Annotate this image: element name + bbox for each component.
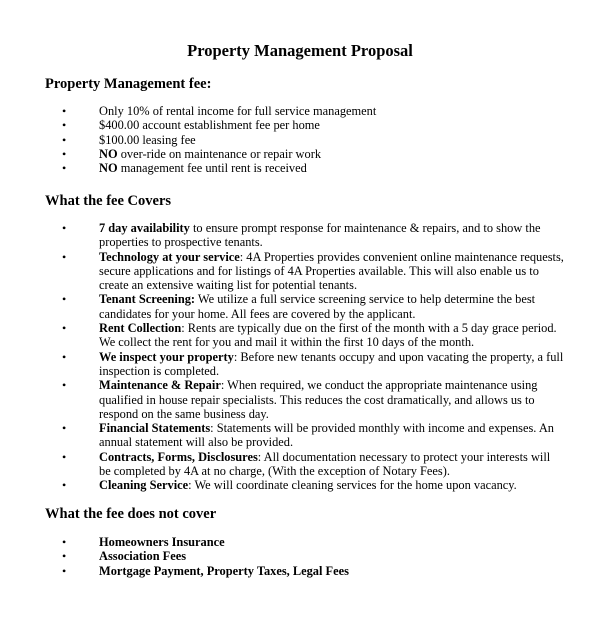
- item-bold: NO: [99, 161, 118, 176]
- item-bold: Association Fees: [99, 549, 187, 564]
- item-text: : Statements will be provided monthly with income and expenses. An annual statement will also be provided.: [99, 421, 554, 450]
- item-text: : Rents are typically due on the first of the month with a 5 day grace period. We collect the rent for you and mail it within the first 10 days of the month.: [99, 321, 557, 350]
- list-item: [0, 478, 600, 492]
- list-item: [0, 421, 600, 450]
- list-item: [0, 133, 600, 147]
- bullet-icon: •: [62, 221, 67, 235]
- item-text: : Before new tenants occupy and upon vacating the property, a full inspection is completed.: [99, 349, 564, 378]
- bullet-icon: •: [62, 563, 67, 578]
- item-bold: NO: [99, 146, 118, 161]
- item-text: $100.00 leasing fee: [99, 132, 196, 147]
- list-item: [0, 321, 600, 350]
- not-covered-list: [0, 535, 600, 578]
- item-bold: Homeowners Insurance: [99, 535, 225, 549]
- item-bold: Maintenance & Repair: [99, 378, 221, 393]
- item-text: : All documentation necessary to protect your interests will be completed by 4A at no charge, (With the exception of Notary Fees).: [99, 449, 551, 479]
- item-text: management fee until rent is received: [117, 161, 307, 176]
- item-bold: Rent Collection: [99, 321, 182, 336]
- list-item: [0, 549, 600, 563]
- document-title: Property Management Proposal: [187, 41, 413, 60]
- bullet-icon: •: [62, 146, 67, 161]
- section-heading-not-cover: What the fee does not cover: [45, 506, 217, 522]
- item-text: to ensure prompt response for maintenance & repairs, and to show the properties to prospective tenants.: [99, 221, 541, 250]
- bullet-icon: •: [62, 104, 67, 118]
- bullet-icon: •: [62, 349, 67, 364]
- list-item: [0, 564, 600, 578]
- item-text: over-ride on maintenance or repair work: [117, 146, 322, 161]
- item-text: $400.00 account establishment fee per home: [99, 118, 320, 133]
- bullet-icon: •: [62, 478, 67, 493]
- bullet-icon: •: [62, 161, 67, 176]
- bullet-icon: •: [62, 549, 67, 564]
- list-item: [0, 378, 600, 421]
- item-bold: Contracts, Forms, Disclosures: [99, 449, 258, 464]
- list-item: [0, 147, 600, 161]
- item-text: We utilize a full service screening service to help determine the best candidates for your home. All fees are covered by the applicant.: [99, 292, 536, 321]
- bullet-icon: •: [62, 449, 67, 464]
- item-bold: Technology at your service: [99, 249, 240, 264]
- list-item: [0, 350, 600, 379]
- list-item: [0, 535, 600, 549]
- item-bold: We inspect your property: [99, 349, 234, 364]
- bullet-icon: •: [62, 118, 67, 133]
- bullet-icon: •: [62, 321, 67, 336]
- item-text: Only 10% of rental income for full service management: [99, 104, 377, 118]
- bullet-icon: •: [62, 421, 67, 436]
- list-item: [0, 118, 600, 132]
- item-bold: Financial Statements: [99, 421, 211, 436]
- bullet-icon: •: [62, 292, 67, 307]
- fee-list: [0, 104, 600, 175]
- section-heading-covers: What the fee Covers: [45, 193, 172, 209]
- item-text: : 4A Properties provides convenient online maintenance requests, secure applications and for listings of 4A Properties available. This will also enable us to create an extensive waiting list for potential tenants.: [99, 249, 564, 293]
- item-bold: Mortgage Payment, Property Taxes, Legal Fees: [99, 563, 349, 578]
- item-text: : We will coordinate cleaning services for the home upon vacancy.: [188, 478, 517, 493]
- item-bold: 7 day availability: [99, 221, 190, 235]
- bullet-icon: •: [62, 132, 67, 147]
- bullet-icon: •: [62, 249, 67, 264]
- bullet-icon: •: [62, 378, 67, 393]
- list-item: [0, 250, 600, 293]
- list-item: [0, 221, 600, 250]
- list-item: [0, 292, 600, 321]
- bullet-icon: •: [62, 535, 67, 549]
- item-bold: Cleaning Service: [99, 478, 189, 493]
- list-item: [0, 450, 600, 479]
- list-item: [0, 161, 600, 175]
- covers-list: [0, 221, 600, 493]
- item-text: : When required, we conduct the appropriate maintenance using qualified in house repair specialists. This reduces the cost dramatically, and allows us to respond on the same business day.: [99, 378, 538, 421]
- section-heading-fee: Property Management fee:: [45, 76, 212, 92]
- item-bold: Tenant Screening:: [99, 292, 196, 307]
- list-item: [0, 104, 600, 118]
